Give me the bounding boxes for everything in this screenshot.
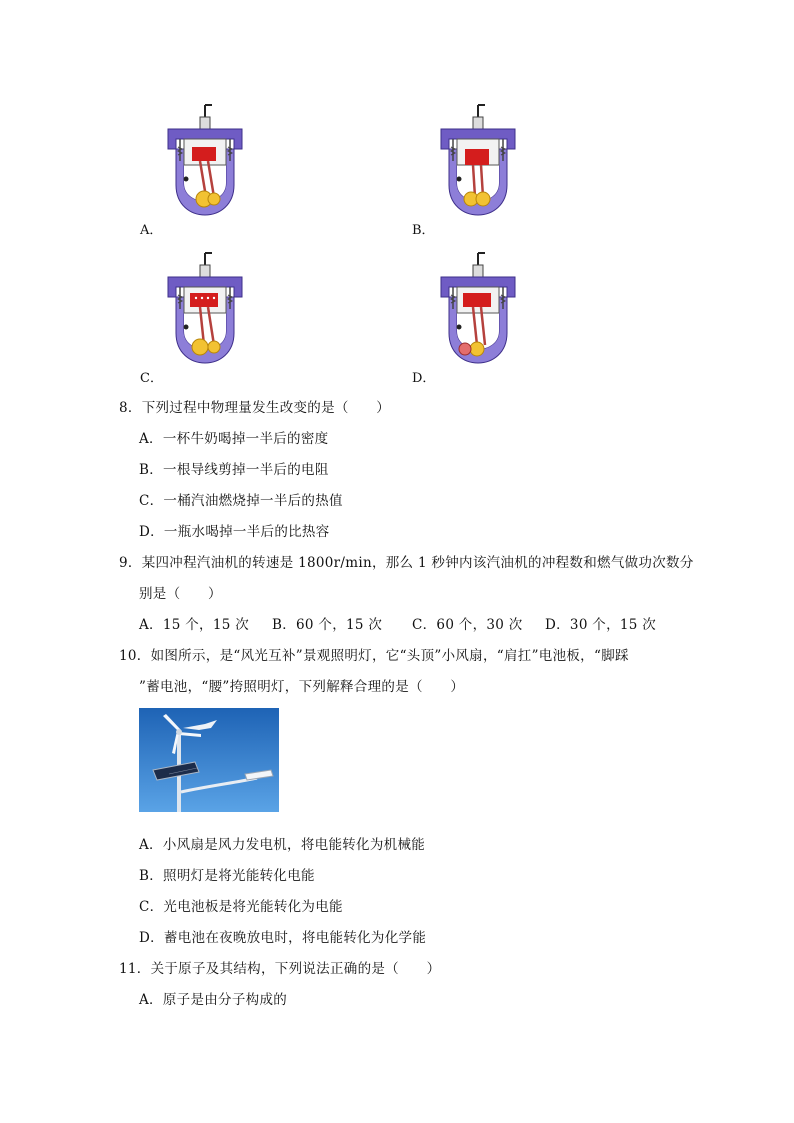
question-10-option-b: B．照明灯是将光能转化电能 [139,868,315,884]
question-10-stem-line1: 10．如图所示，是“风光互补”景观照明灯，它“头顶”小风扇，“肩扛”电池板，“脚踩 [119,648,629,664]
question-8-option-a: A．一杯牛奶喝掉一半后的密度 [139,431,329,447]
question-9-option-b: B．60 个，15 次 [272,617,383,633]
question-10-stem-line2: ”蓄电池，“腰”挎照明灯，下列解释合理的是（ ） [139,679,465,695]
question-10-option-c: C．光电池板是将光能转化为电能 [139,899,343,915]
engine-diagram-a [160,103,250,225]
option-letter-b: B． [412,223,435,238]
option-letter-c: C． [140,371,163,386]
engine-diagram-b [433,103,523,225]
question-11-option-a: A．原子是由分子构成的 [139,992,288,1008]
question-10-option-a: A．小风扇是风力发电机，将电能转化为机械能 [139,837,426,853]
question-9-option-c: C．60 个，30 次 [412,617,523,633]
option-letter-a: A． [140,223,163,238]
wind-solar-street-lamp-photo [139,708,279,812]
question-8-option-b: B．一根导线剪掉一半后的电阻 [139,462,329,478]
question-10-option-d: D．蓄电池在夜晚放电时，将电能转化为化学能 [139,930,427,946]
question-11-stem: 11．关于原子及其结构，下列说法正确的是（ ） [119,961,441,977]
option-letter-d: D． [412,371,436,386]
question-9-stem-line1: 9．某四冲程汽油机的转速是 1800r/min，那么 1 秒钟内该汽油机的冲程数和燃气做功次数分 [119,555,694,571]
question-9-option-a: A．15 个，15 次 [139,617,249,633]
question-9-stem-line2: 别是（ ） [139,586,222,602]
question-8-stem: 8．下列过程中物理量发生改变的是（ ） [119,400,391,416]
engine-diagram-d [433,251,523,373]
question-9-option-d: D．30 个，15 次 [545,617,657,633]
question-8-option-d: D．一瓶水喝掉一半后的比热容 [139,524,330,540]
question-8-option-c: C．一桶汽油燃烧掉一半后的热值 [139,493,343,509]
engine-diagram-c [160,251,250,373]
